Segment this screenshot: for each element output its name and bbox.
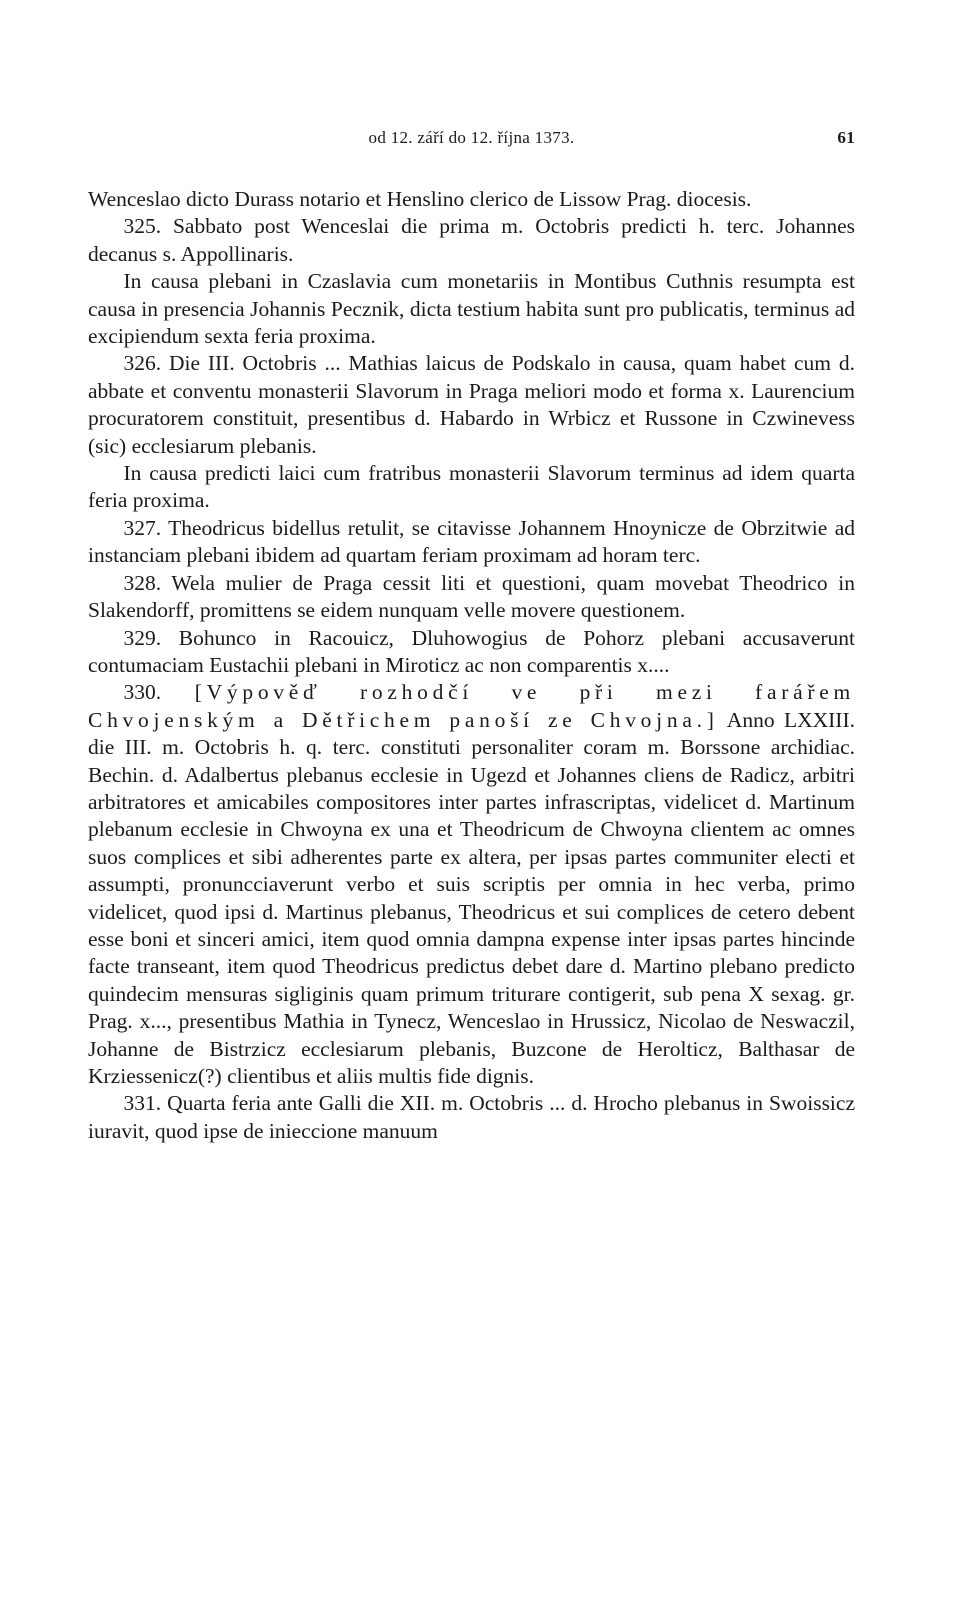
paragraph-causa-czaslavia: In causa plebani in Czaslavia cum monetariis in Montibus Cuthnis resumpta est causa in presencia Johannis Pecznik, dicta testium habita sunt pro publicatis, terminus ad excipiendum sexta feria proxima. [88,269,855,349]
document-page [88,128,855,1145]
entry-327: 327. Theodricus bidellus retulit, se citavisse Johannem Hnoynicze de Obrzitwie ad instanciam plebani ibidem ad quartam feriam proximam ad horam terc. [88,515,855,568]
entry-330-number: 330. [123,680,195,705]
entry-326: 326. Die III. Octobris ... Mathias laicus de Podskalo in causa, quam habet cum d. abbate et conventu monasterii Slavorum in Praga meliori modo et forma x. Laurencium procuratorem constituit, presentibus d. Habardo in Wrbicz et Russone in Czwinevess (sic) ecclesiarum plebanis. [88,351,855,458]
page-number: 61 [837,128,855,147]
paragraph-causa-laici: In causa predicti laici cum fratribus monasterii Slavorum terminus ad idem quarta feria proxima. [88,461,855,513]
paragraph-continuation: Wenceslao dicto Durass notario et Henslino clerico de Lissow Prag. diocesis. [88,187,752,211]
page-header [88,128,855,158]
entry-330-text: Anno LXXIII. die III. m. Octobris h. q. terc. constituti personaliter coram m. Borssone archidiac. Bechin. d. Adalbertus plebanus ecclesie in Ugezd et Johannes cliens de Radicz, arbitri arbitratores et amicabiles compositores inter partes infrascriptas, videlicet d. Martinum plebanum ecclesie in Chwoyna ex una et Theodricum de Chwoyna clientem ac omnes suos complices et sibi adherentes parte ex altera, per ipsas partes communiter electi et assumpti, pronuncciaverunt verbo et suis scriptis per omnia in hec verba, primo videlicet, quod ipsi d. Martinus plebanus, Theodricus et sui complices de cetero debent esse boni et sinceri amici, item quod omnia dampna expense inter ipsas partes hincinde facte transeant, item quod Theodricus predictus debet dare d. Martino plebano predicto quindecim mensuras sigliginis quam primum triturare contigerit, sub pena X sexag. gr. Prag. x..., presentibus Mathia in Tynecz, Wenceslao in Hrussicz, Nicolao de Neswaczil, Johanne de Bistrzicz ecclesiarum plebanis, Buzcone de Herolticz, Balthasar de Krziessenicz(?) clientibus et aliis multis fide dignis. [88,707,855,1088]
body-text [88,186,855,1145]
entry-328: 328. Wela mulier de Praga cessit liti et questioni, quam movebat Theodrico in Slakendorff, promittens se eidem nunquam velle movere questionem. [88,570,855,623]
entry-330 [88,679,855,1090]
entry-330-czech-heading: [Výpověď rozhodčí ve při mezi farářem Chvojenským a Dětřichem panoší ze Chvojna.] [88,680,855,732]
entry-325: 325. Sabbato post Wenceslai die prima m. Octobris predicti h. terc. Johannes decanus s. Appollinaris. [88,214,855,266]
entry-331: 331. Quarta feria ante Galli die XII. m. Octobris ... d. Hrocho plebanus in Swoissicz iuravit, quod ipse de inieccione manuum [88,1091,855,1143]
running-title: od 12. září do 12. října 1373. [368,128,575,147]
entry-329: 329. Bohunco in Racouicz, Dluhowogius de Pohorz plebani accusaverunt contumaciam Eustachii plebani in Miroticz ac non comparentis x.... [88,625,855,677]
